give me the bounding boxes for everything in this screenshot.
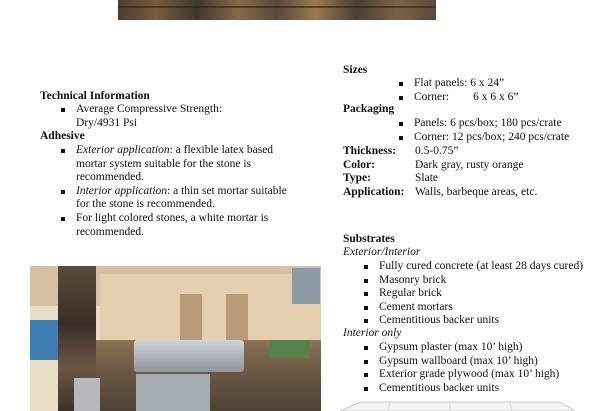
technical-info-heading: Technical Information bbox=[40, 90, 150, 102]
item-value: 6 x 24” bbox=[470, 77, 505, 89]
spec-row bbox=[343, 186, 593, 200]
spec-label: Type: bbox=[343, 172, 371, 185]
exterior-interior-heading: Exterior/Interior bbox=[343, 246, 421, 258]
list-item: Corner: 12 pcs/box; 240 pcs/crate bbox=[414, 131, 594, 145]
spec-row bbox=[343, 145, 593, 159]
list-item bbox=[76, 212, 291, 239]
list-item: Gypsum plaster (max 10’ high) bbox=[379, 341, 600, 355]
item-text: : a thin set mortar suitable for the stone is recommended. bbox=[76, 184, 287, 211]
item-label: Flat panels: bbox=[414, 77, 468, 89]
spec-row bbox=[343, 159, 593, 173]
list-item: Masonry brick bbox=[379, 274, 600, 288]
interior-only-heading: Interior only bbox=[343, 327, 402, 339]
spec-value: Walls, barbeque areas, etc. bbox=[415, 185, 538, 198]
stone-brick-graphic bbox=[330, 399, 580, 411]
substrates-heading: Substrates bbox=[343, 233, 395, 245]
adhesive-list bbox=[76, 144, 291, 239]
item-label: Exterior application bbox=[76, 144, 170, 156]
list-item bbox=[76, 185, 291, 212]
exterior-substrates-list bbox=[379, 260, 600, 328]
item-label: Interior application bbox=[76, 184, 168, 197]
spec-label: Thickness: bbox=[343, 145, 397, 157]
packaging-list bbox=[414, 117, 594, 144]
interior-substrates-list bbox=[379, 341, 600, 395]
spec-value: Slate bbox=[415, 172, 438, 185]
item-text: : a flexible latex based mortar system suitable for the stone is recommended. bbox=[76, 144, 274, 184]
list-item: Exterior grade plywood (max 10’ high) bbox=[379, 368, 600, 382]
spec-value: Dark gray, rusty orange bbox=[415, 158, 524, 171]
list-item bbox=[414, 77, 594, 91]
spec-row bbox=[343, 172, 593, 186]
list-item: Cementitious backer units bbox=[379, 314, 600, 328]
item-value: 6 x 6 x 6” bbox=[473, 90, 519, 103]
adhesive-heading: Adhesive bbox=[40, 130, 85, 142]
list-item bbox=[76, 144, 291, 185]
list-item: Cementitious backer units bbox=[379, 382, 600, 396]
spec-label: Application: bbox=[343, 185, 405, 198]
list-item: Average Compressive Strength: Dry/4931 Psi bbox=[76, 103, 246, 130]
sizes-list bbox=[414, 77, 594, 104]
item-text: For light colored stones, a white mortar is recommended. bbox=[76, 211, 269, 238]
sizes-heading: Sizes bbox=[343, 64, 368, 76]
list-item: Regular brick bbox=[379, 287, 600, 301]
item-label: Corner: bbox=[414, 90, 450, 103]
packaging-heading: Packaging bbox=[343, 103, 395, 115]
list-item bbox=[414, 91, 594, 105]
list-item: Panels: 6 pcs/box; 180 pcs/crate bbox=[414, 117, 594, 131]
stone-panel-photo bbox=[118, 0, 436, 20]
list-item: Cement mortars bbox=[379, 301, 600, 315]
outdoor-kitchen-photo bbox=[30, 266, 321, 411]
spec-value: 0.5-0.75” bbox=[415, 145, 459, 157]
spec-label: Color: bbox=[343, 158, 375, 171]
list-item: Gypsum wallboard (max 10’ high) bbox=[379, 355, 600, 369]
technical-info-list bbox=[76, 103, 246, 130]
list-item: Fully cured concrete (at least 28 days cured) bbox=[379, 260, 600, 274]
spec-table bbox=[343, 145, 593, 199]
